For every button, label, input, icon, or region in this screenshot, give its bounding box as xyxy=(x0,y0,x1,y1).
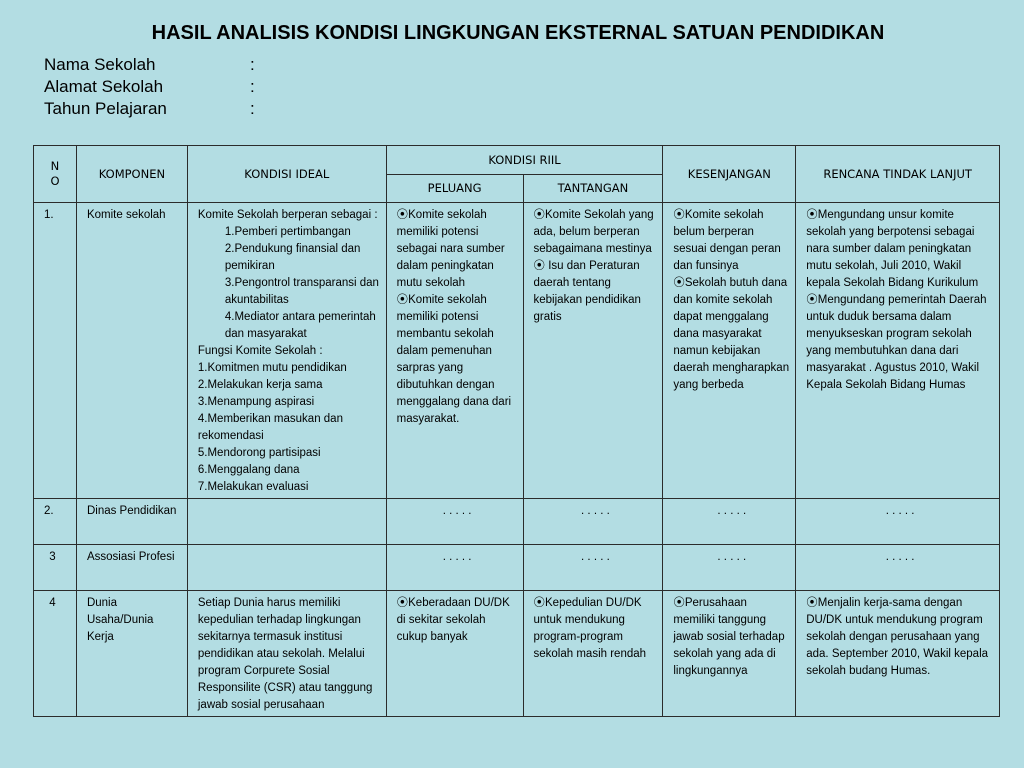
meta-separator: : xyxy=(250,77,255,96)
row-kesenjangan: . . . . . xyxy=(663,499,796,545)
row-peluang: . . . . . xyxy=(386,499,523,545)
ideal-item: 2.Pendukung finansial dan pemikiran xyxy=(224,243,361,272)
page-title: HASIL ANALISIS KONDISI LINGKUNGAN EKSTERNAL SATUAN PENDIDIKAN xyxy=(151,22,885,44)
row-kondisi-ideal: Setiap Dunia harus memiliki kepedulian terhadap lingkungan sekitarnya termasuk institusi pendidikan atau sekolah. Melalui program Corpurete Sosial Responsilite (CSR) atau tanggung jawab sosial perusahaan xyxy=(187,591,386,717)
row-komponen: Dunia Usaha/Dunia Kerja xyxy=(76,591,187,717)
header-kondisi-riil: KONDISI RIIL xyxy=(386,146,663,175)
row-tantangan: . . . . . xyxy=(523,499,663,545)
bullet-item: ⦿ Isu dan Peraturan daerah tentang kebijakan pendidikan gratis xyxy=(533,260,641,323)
table-row xyxy=(34,499,1000,545)
table-row xyxy=(34,591,1000,717)
header-komponen: KOMPONEN xyxy=(76,146,187,203)
row-peluang: . . . . . xyxy=(386,545,523,591)
bullet-item: ⦿Komite Sekolah yang ada, belum berperan sebagaimana mestinya xyxy=(533,209,654,255)
ideal-item: 7.Melakukan evaluasi xyxy=(197,481,309,493)
row-kesenjangan xyxy=(663,203,796,499)
row-number: 3 xyxy=(34,545,77,591)
ideal-item: 4.Mediator antara pemerintah dan masyarakat xyxy=(224,311,376,340)
row-peluang: ⦿Keberadaan DU/DK di sekitar sekolah cukup banyak xyxy=(386,591,523,717)
header-row xyxy=(34,146,1000,175)
row-rencana: ⦿Menjalin kerja-sama dengan DU/DK untuk mendukung program sekolah dengan perusahaan yang ada. September 2010, Wakil kepala sekolah budang Humas. xyxy=(796,591,1000,717)
ideal-item: 2.Melakukan kerja sama xyxy=(197,379,323,391)
header-tantangan: TANTANGAN xyxy=(523,175,663,203)
meta-separator: : xyxy=(250,55,255,74)
row-tantangan xyxy=(523,203,663,499)
row-kondisi-ideal xyxy=(187,203,386,499)
header-no: N O xyxy=(34,146,77,203)
row-rencana xyxy=(796,203,1000,499)
header-kesenjangan: KESENJANGAN xyxy=(663,146,796,203)
row-rencana: . . . . . xyxy=(796,499,1000,545)
row-rencana: . . . . . xyxy=(796,545,1000,591)
meta-row-nama-sekolah xyxy=(44,54,255,76)
meta-separator: : xyxy=(250,99,255,118)
row-peluang xyxy=(386,203,523,499)
meta-row-alamat-sekolah xyxy=(44,76,255,98)
row-kesenjangan: ⦿Perusahaan memiliki tanggung jawab sosial terhadap sekolah yang ada di lingkungannya xyxy=(663,591,796,717)
header-rencana: RENCANA TINDAK LANJUT xyxy=(796,146,1000,203)
table-row xyxy=(34,203,1000,499)
row-tantangan: . . . . . xyxy=(523,545,663,591)
meta-row-tahun-pelajaran xyxy=(44,98,255,120)
table-row xyxy=(34,545,1000,591)
ideal-item: 1.Pemberi pertimbangan xyxy=(224,226,351,238)
ideal-item: 6.Menggalang dana xyxy=(197,464,300,476)
ideal-item: 3.Pengontrol transparansi dan akuntabilitas xyxy=(224,277,379,306)
row-komponen: Assosiasi Profesi xyxy=(76,545,187,591)
row-komponen: Komite sekolah xyxy=(76,203,187,499)
row-number: 4 xyxy=(34,591,77,717)
row-kondisi-ideal xyxy=(187,499,386,545)
bullet-item: ⦿Mengundang pemerintah Daerah untuk duduk bersama dalam menyukseskan program sekolah yang membutuhkan dana dari masyarakat . Agustus 2010, Wakil Kepala Sekolah Bidang Humas xyxy=(806,294,987,391)
bullet-item: ⦿Sekolah butuh dana dan komite sekolah dapat menggalang dana masyarakat namun kebijakan daerah mengharapkan yang berbeda xyxy=(673,277,790,391)
row-komponen: Dinas Pendidikan xyxy=(76,499,187,545)
meta-label: Nama Sekolah xyxy=(44,55,156,74)
header-peluang: PELUANG xyxy=(386,175,523,203)
row-number: 1. xyxy=(34,203,77,499)
ideal-intro: Fungsi Komite Sekolah : xyxy=(197,345,323,357)
row-tantangan: ⦿Kepedulian DU/DK untuk mendukung program-program sekolah masih rendah xyxy=(523,591,663,717)
ideal-intro: Komite Sekolah berperan sebagai : xyxy=(197,209,378,221)
ideal-item: 5.Mendorong partisipasi xyxy=(197,447,321,459)
bullet-item: ⦿Komite sekolah memiliki potensi sebagai nara sumber dalam peningkatan mutu sekolah xyxy=(396,209,505,289)
bullet-item: ⦿Mengundang unsur komite sekolah yang berpotensi sebagai nara sumber dalam peningkatan mutu sekolah, Juli 2010, Wakil kepala Sekolah Bidang Kurikulum xyxy=(806,209,979,289)
ideal-item: 4.Memberikan masukan dan rekomendasi xyxy=(197,413,343,442)
meta-label: Tahun Pelajaran xyxy=(44,99,167,118)
school-info xyxy=(44,54,255,120)
row-kesenjangan: . . . . . xyxy=(663,545,796,591)
analysis-table xyxy=(33,145,1000,717)
row-number: 2. xyxy=(34,499,77,545)
ideal-item: 1.Komitmen mutu pendidikan xyxy=(197,362,347,374)
bullet-item: ⦿Komite sekolah memiliki potensi membantu sekolah dalam pemenuhan sarpras yang dibutuhkan dengan menggalang dana dari masyarakat. xyxy=(396,294,512,425)
row-kondisi-ideal xyxy=(187,545,386,591)
bullet-item: ⦿Komite sekolah belum berperan sesuai dengan peran dan funsinya xyxy=(673,209,781,272)
meta-label: Alamat Sekolah xyxy=(44,77,164,96)
ideal-item: 3.Menampung aspirasi xyxy=(197,396,315,408)
header-kondisi-ideal: KONDISI IDEAL xyxy=(187,146,386,203)
